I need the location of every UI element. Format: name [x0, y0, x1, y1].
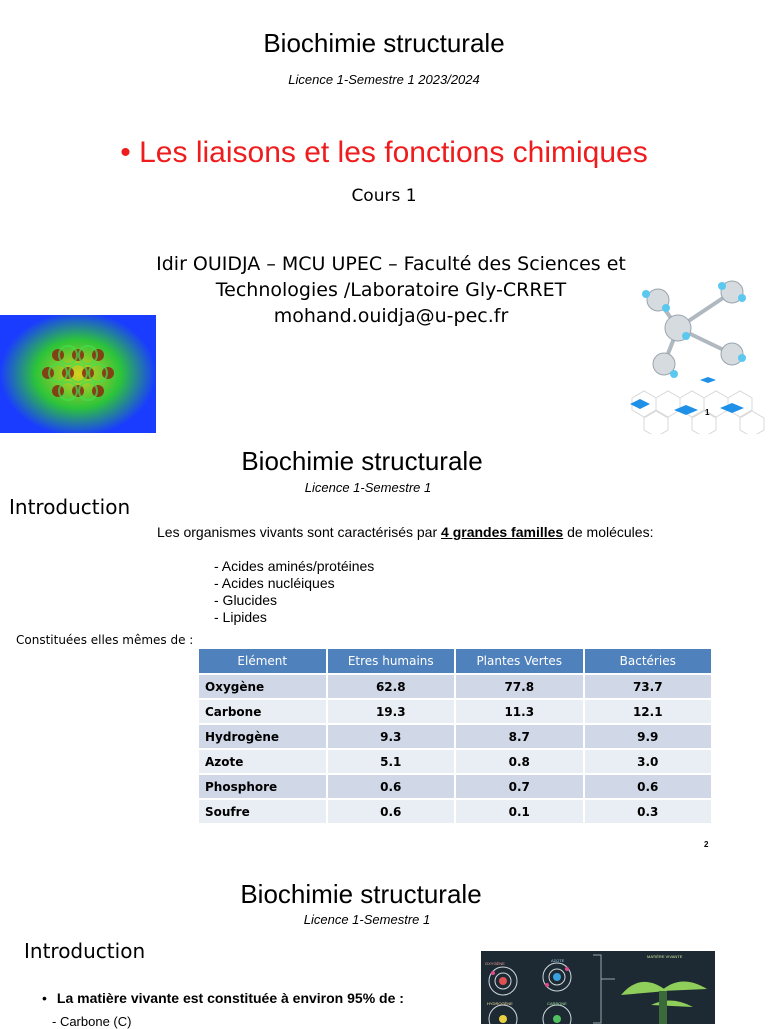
table-row — [199, 800, 711, 823]
table-header-cell: Plantes Vertes — [456, 649, 583, 673]
table-cell: 8.7 — [456, 725, 583, 748]
slide1-subtitle: Licence 1-Semestre 1 2023/2024 — [288, 72, 480, 87]
slide2-sentence-after: de molécules: — [563, 524, 654, 540]
slide1-author-line3: mohand.ouidja@u-pec.fr — [273, 305, 509, 327]
table-cell: 9.3 — [328, 725, 455, 748]
slide2-sentence-bold: 4 grandes familles — [441, 524, 564, 540]
table-cell: 0.3 — [585, 800, 712, 823]
family-item: - Acides nucléiques — [214, 575, 335, 591]
table-cell: 19.3 — [328, 700, 455, 723]
table-caption: Constituées elles mêmes de : — [16, 633, 194, 647]
bullet-dot: • — [42, 990, 47, 1006]
graphene-image — [0, 315, 156, 433]
figure-label-matiere-vivante: MATIÈRE VIVANTE — [647, 954, 683, 959]
table-cell: 0.8 — [456, 750, 583, 773]
figure-label-oxygen: OXYGÈNE — [485, 961, 505, 966]
slide3-title: Biochimie structurale — [240, 879, 482, 909]
slide2-title: Biochimie structurale — [241, 446, 483, 476]
table-cell: Hydrogène — [199, 725, 326, 748]
figure-label-carbone: CARBONE — [547, 1001, 567, 1006]
table-row — [199, 725, 711, 748]
slide3-bullet — [42, 990, 404, 1006]
family-item: - Lipides — [214, 609, 267, 625]
family-item: - Glucides — [214, 592, 278, 608]
table-cell: 9.9 — [585, 725, 712, 748]
table-cell: Phosphore — [199, 775, 326, 798]
table-cell: 0.1 — [456, 800, 583, 823]
figure-label-hydrogene: HYDROGÈNE — [487, 1001, 513, 1006]
slide1-course: Cours 1 — [351, 186, 417, 206]
slide2-page-number: 2 — [704, 840, 709, 849]
living-matter-figure — [481, 951, 715, 1024]
table-header-row — [199, 649, 711, 673]
slide1-author-line1: Idir OUIDJA – MCU UPEC – Faculté des Sciences et — [156, 253, 626, 275]
table-cell: 0.6 — [585, 775, 712, 798]
slide1-author-line2: Technologies /Laboratoire Gly-CRRET — [215, 279, 567, 301]
table-cell: Azote — [199, 750, 326, 773]
table-row — [199, 775, 711, 798]
table-cell: 12.1 — [585, 700, 712, 723]
table-cell: 73.7 — [585, 675, 712, 698]
families-list — [214, 558, 374, 626]
table-cell: 3.0 — [585, 750, 712, 773]
slide1-topic: • Les liaisons et les fonctions chimiques — [120, 136, 648, 169]
slide3-heading: Introduction — [24, 939, 146, 963]
figure-label-azote: AZOTE — [551, 958, 565, 963]
slide2-heading: Introduction — [9, 495, 131, 519]
table-cell: 77.8 — [456, 675, 583, 698]
table-cell: Oxygène — [199, 675, 326, 698]
slide3-sub-item: - Carbone (C) — [52, 1014, 132, 1029]
slide2-subtitle: Licence 1-Semestre 1 — [304, 480, 432, 495]
slide1-page-number: 1 — [705, 408, 710, 417]
table-row — [199, 750, 711, 773]
elements-table — [197, 647, 713, 825]
table-cell: 5.1 — [328, 750, 455, 773]
slide2-sentence — [157, 524, 653, 540]
table-cell: Soufre — [199, 800, 326, 823]
slide2-sentence-before: Les organismes vivants sont caractérisés par — [157, 524, 442, 540]
table-cell: 0.7 — [456, 775, 583, 798]
table-cell: 0.6 — [328, 800, 455, 823]
table-header-cell: Elément — [199, 649, 326, 673]
table-row — [199, 675, 711, 698]
table-cell: 11.3 — [456, 700, 583, 723]
molecule-image — [622, 268, 768, 434]
slide1-title: Biochimie structurale — [263, 28, 505, 58]
family-item: - Acides aminés/protéines — [214, 558, 375, 574]
slide3-subtitle: Licence 1-Semestre 1 — [303, 912, 431, 927]
table-cell: 62.8 — [328, 675, 455, 698]
table-row — [199, 700, 711, 723]
table-cell: 0.6 — [328, 775, 455, 798]
slide3-bullet-text: La matière vivante est constituée à environ 95% de : — [56, 990, 404, 1006]
table-cell: Carbone — [199, 700, 326, 723]
table-header-cell: Etres humains — [328, 649, 455, 673]
table-header-cell: Bactéries — [585, 649, 712, 673]
